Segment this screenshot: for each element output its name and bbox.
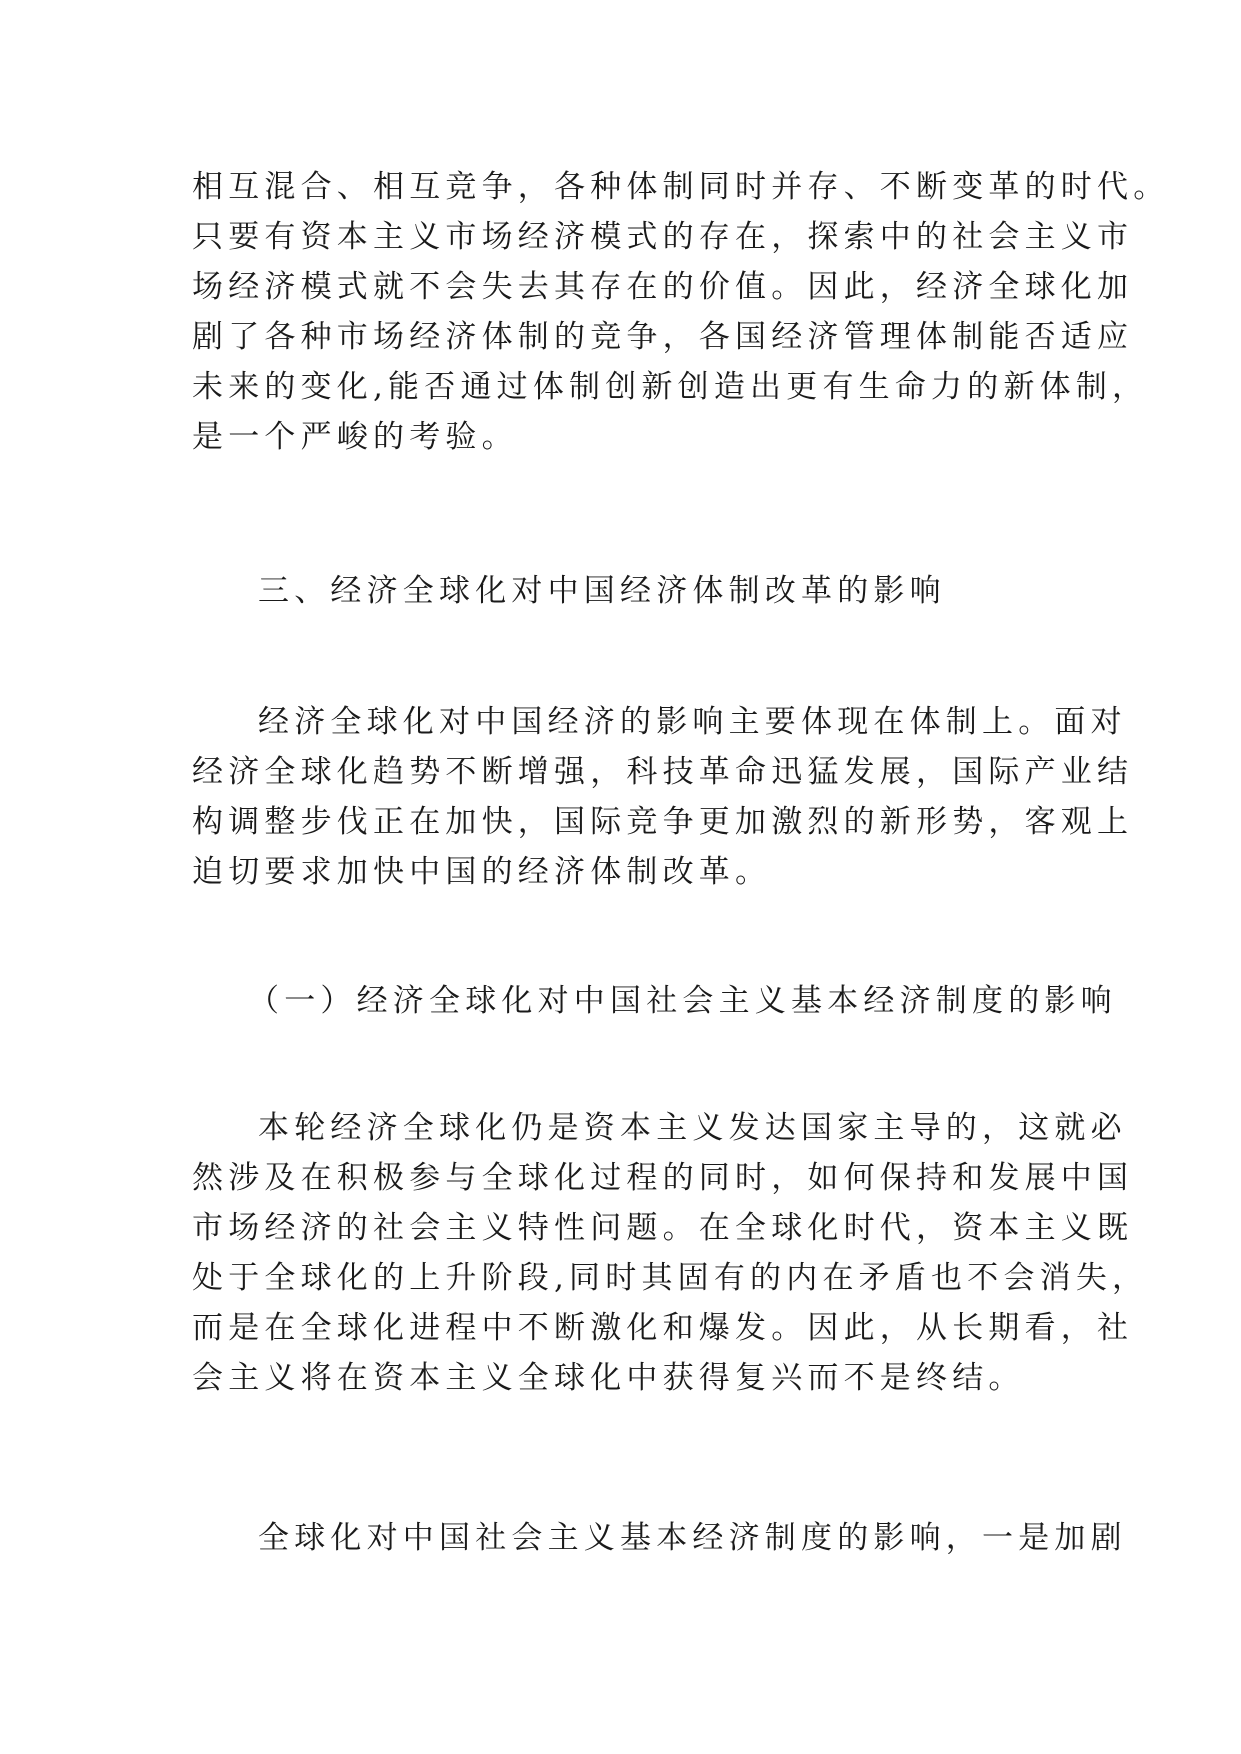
paragraph-line: 是一个严峻的考验。 xyxy=(192,419,518,455)
paragraph-line: 构调整步伐正在加快，国际竞争更加激烈的新形势，客观上 xyxy=(192,804,1134,840)
paragraph xyxy=(192,697,1134,897)
subsection-heading-text: （一）经济全球化对中国社会主义基本经济制度的影响 xyxy=(248,983,1117,1019)
paragraph-line: 本轮经济全球化仍是资本主义发达国家主导的，这就必 xyxy=(258,1110,1127,1146)
paragraph-line: 只要有资本主义市场经济模式的存在，探索中的社会主义市 xyxy=(192,219,1134,255)
paragraph-line: 经济全球化对中国经济的影响主要体现在体制上。面对 xyxy=(258,704,1127,740)
paragraph-line: 市场经济的社会主义特性问题。在全球化时代，资本主义既 xyxy=(192,1210,1134,1246)
paragraph-line: 未来的变化,能否通过体制创新创造出更有生命力的新体制， xyxy=(192,369,1149,405)
paragraph-line: 相互混合、相互竞争，各种体制同时并存、不断变革的时代。 xyxy=(192,169,1170,205)
paragraph-line: 全球化对中国社会主义基本经济制度的影响，一是加剧 xyxy=(258,1520,1127,1556)
paragraph-line: 处于全球化的上升阶段,同时其固有的内在矛盾也不会消失， xyxy=(192,1260,1149,1296)
paragraph xyxy=(192,1513,1127,1563)
paragraph-line: 剧了各种市场经济体制的竞争，各国经济管理体制能否适应 xyxy=(192,319,1134,355)
paragraph-line: 会主义将在资本主义全球化中获得复兴而不是终结。 xyxy=(192,1360,1025,1396)
paragraph-line: 迫切要求加快中国的经济体制改革。 xyxy=(192,854,772,890)
section-heading xyxy=(192,566,1052,616)
paragraph-line: 场经济模式就不会失去其存在的价值。因此，经济全球化加 xyxy=(192,269,1134,305)
section-heading-text: 三、经济全球化对中国经济体制改革的影响 xyxy=(258,573,946,609)
paragraph-line: 经济全球化趋势不断增强，科技革命迅猛发展，国际产业结 xyxy=(192,754,1134,790)
paragraph-continued xyxy=(192,162,1170,462)
paragraph-line: 而是在全球化进程中不断激化和爆发。因此，从长期看，社 xyxy=(192,1310,1134,1346)
paragraph xyxy=(192,1103,1149,1403)
paragraph-line: 然涉及在积极参与全球化过程的同时，如何保持和发展中国 xyxy=(192,1160,1134,1196)
subsection-heading xyxy=(192,976,1117,1026)
